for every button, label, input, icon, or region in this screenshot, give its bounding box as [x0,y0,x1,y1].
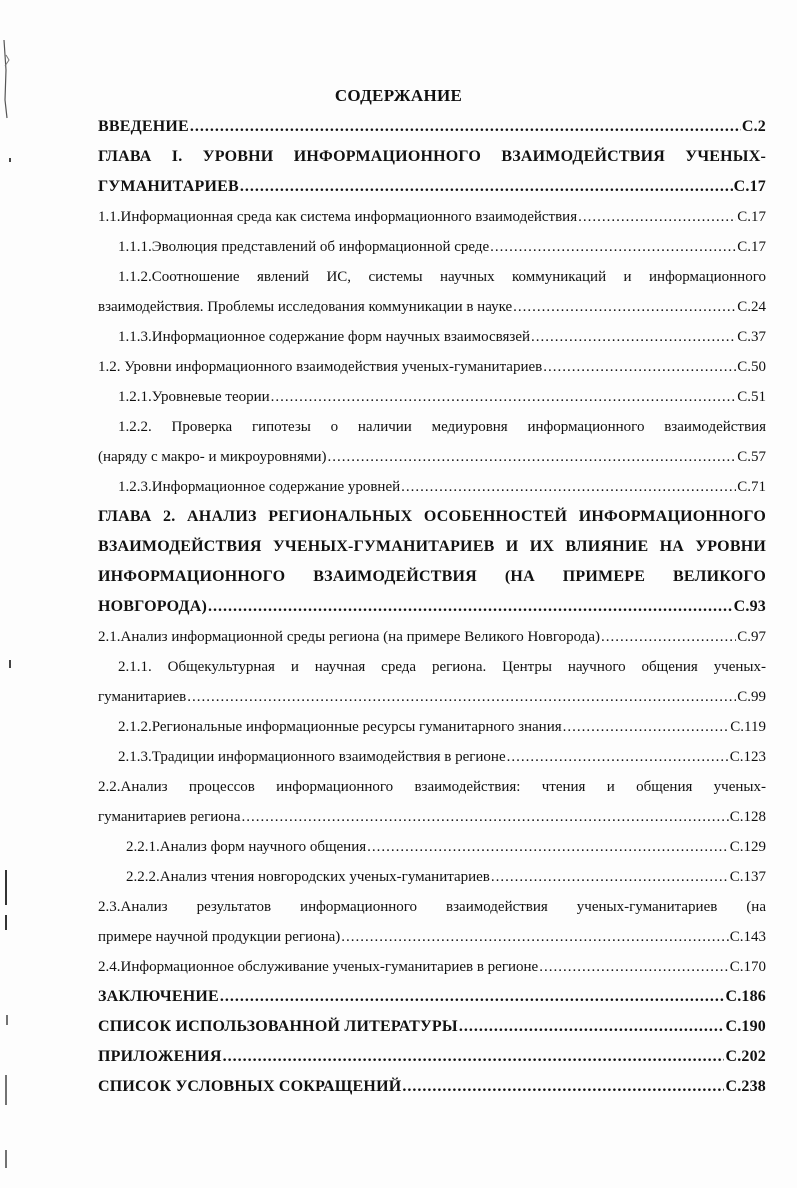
toc-page-number: С.24 [737,299,766,315]
toc-entry-text: ВВЕДЕНИЕ [98,118,189,135]
toc-entry-text: 1.2. Уровни информационного взаимодействия ученых-гуманитариев [98,359,543,375]
toc-page-number: С.170 [729,959,766,975]
toc-entry-1-2-3[interactable] [98,472,766,502]
toc-entry-1-2-2-line1[interactable] [98,412,766,442]
toc-entry-text: 2.2.2.Анализ чтения новгородских ученых-гуманитариев [126,869,490,885]
toc-page-number: С.123 [729,749,766,765]
toc-entry-1-2[interactable] [98,352,766,382]
toc-entry-text: взаимодействия. Проблемы исследования коммуникации в науке [98,299,513,315]
toc-page-number: С.202 [725,1048,766,1065]
toc-entry-2-1[interactable] [98,622,766,652]
leader-dots [601,622,736,652]
toc-entry-1-1[interactable] [98,202,766,232]
toc-page-number: С.238 [725,1078,766,1095]
toc-entry-chapter1[interactable] [98,172,766,202]
leader-dots [271,382,737,412]
toc-page-number: С.17 [733,178,766,195]
toc-entry-1-1-3[interactable] [98,322,766,352]
toc-entry-appendix[interactable] [98,1042,766,1072]
toc-entry-text: СПИСОК ИСПОЛЬЗОВАННОЙ ЛИТЕРАТУРЫ [98,1018,458,1035]
toc-entry-chapter2-line3[interactable] [98,562,766,592]
toc-page-number: С.190 [725,1018,766,1035]
toc-page-number: С.2 [741,118,766,135]
leader-dots [507,742,729,772]
leader-dots [539,952,729,982]
toc-entry-text: 2.2.Анализ процессов информационного взаимодействия: чтения и общения ученых- [98,779,766,795]
table-of-contents [98,112,766,1102]
toc-page-number: С.71 [737,479,766,495]
toc-page-number: С.57 [737,449,766,465]
toc-page-number: С.137 [729,869,766,885]
leader-dots [223,1042,725,1072]
toc-entry-text: примере научной продукции региона) [98,929,341,945]
toc-entry-text: ГУМАНИТАРИЕВ [98,178,239,195]
toc-entry-2-2-line1[interactable] [98,772,766,802]
toc-entry-text: 1.1.1.Эволюция представлений об информационной среде [118,239,490,255]
toc-entry-abbreviations[interactable] [98,1072,766,1102]
toc-entry-2-2-2[interactable] [98,862,766,892]
toc-entry-2-2-1[interactable] [98,832,766,862]
toc-entry-2-3[interactable] [98,922,766,952]
toc-entry-text: ГЛАВА I. УРОВНИ ИНФОРМАЦИОННОГО ВЗАИМОДЕЙСТВИЯ УЧЕНЫХ- [98,148,766,165]
toc-page-number: С.99 [737,689,766,705]
toc-entry-conclusion[interactable] [98,982,766,1012]
toc-entry-text: 2.1.3.Традиции информационного взаимодействия в регионе [118,749,506,765]
leader-dots [459,1012,725,1042]
toc-page-number: С.129 [729,839,766,855]
leader-dots [491,862,729,892]
toc-entry-text: 1.1.Информационная среда как система информационного взаимодействия [98,209,578,225]
toc-page-number: С.50 [737,359,766,375]
toc-entry-2-1-1[interactable] [98,682,766,712]
toc-page-number: С.93 [733,598,766,615]
toc-entry-text: ЗАКЛЮЧЕНИЕ [98,988,219,1005]
toc-entry-text: ВЗАИМОДЕЙСТВИЯ УЧЕНЫХ-ГУМАНИТАРИЕВ И ИХ ВЛИЯНИЕ НА УРОВНИ [98,538,766,555]
toc-entry-chapter2-line2[interactable] [98,532,766,562]
toc-page-number: С.143 [729,929,766,945]
leader-dots [190,112,741,142]
toc-entry-text: 2.4.Информационное обслуживание ученых-гуманитариев в регионе [98,959,539,975]
toc-entry-literature[interactable] [98,1012,766,1042]
leader-dots [543,352,736,382]
toc-entry-text: 1.1.3.Информационное содержание форм научных взаимосвязей [118,329,531,345]
leader-dots [490,232,736,262]
toc-entry-1-2-1[interactable] [98,382,766,412]
toc-page-number: С.17 [737,239,766,255]
toc-entry-text: 2.2.1.Анализ форм научного общения [126,839,367,855]
toc-entry-1-2-2[interactable] [98,442,766,472]
toc-entry-text: 1.2.1.Уровневые теории [118,389,270,405]
toc-entry-1-1-1[interactable] [98,232,766,262]
toc-entry-text: 2.1.1. Общекультурная и научная среда региона. Центры научного общения ученых- [118,659,766,675]
toc-entry-text: НОВГОРОДА) [98,598,208,615]
toc-page-number: С.97 [737,629,766,645]
leader-dots [531,322,736,352]
toc-entry-text: 1.1.2.Соотношение явлений ИС, системы научных коммуникаций и информационного [118,269,766,285]
leader-dots [367,832,729,862]
toc-page-number: С.128 [729,809,766,825]
leader-dots [578,202,736,232]
toc-entry-text: ГЛАВА 2. АНАЛИЗ РЕГИОНАЛЬНЫХ ОСОБЕННОСТЕЙ ИНФОРМАЦИОННОГО [98,508,766,525]
toc-entry-text: гуманитариев региона [98,809,241,825]
leader-dots [208,592,733,622]
leader-dots [187,682,736,712]
toc-entry-text: ИНФОРМАЦИОННОГО ВЗАИМОДЕЙСТВИЯ (НА ПРИМЕРЕ ВЕЛИКОГО [98,568,766,585]
toc-entry-2-3-line1[interactable] [98,892,766,922]
leader-dots [401,472,736,502]
toc-page-number: С.119 [730,719,766,735]
toc-entry-text: ПРИЛОЖЕНИЯ [98,1048,222,1065]
toc-entry-2-1-1-line1[interactable] [98,652,766,682]
toc-page-number: С.37 [737,329,766,345]
toc-page-number: С.17 [737,209,766,225]
toc-entry-2-4[interactable] [98,952,766,982]
leader-dots [402,1072,724,1102]
toc-entry-2-1-2[interactable] [98,712,766,742]
scan-margin-marks [0,0,18,1188]
leader-dots [242,802,729,832]
toc-entry-1-1-2[interactable] [98,292,766,322]
toc-page-number: С.51 [737,389,766,405]
toc-entry-chapter2[interactable] [98,592,766,622]
toc-entry-text: 2.1.2.Региональные информационные ресурсы гуманитарного знания [118,719,562,735]
leader-dots [240,172,733,202]
leader-dots [513,292,736,322]
toc-entry-text: 1.2.3.Информационное содержание уровней [118,479,401,495]
page-title: СОДЕРЖАНИЕ [334,86,463,105]
toc-entry-chapter2-line1[interactable] [98,502,766,532]
toc-entry-text: 2.1.Анализ информационной среды региона (на примере Великого Новгорода) [98,629,600,645]
toc-entry-text: (наряду с макро- и микроуровнями) [98,449,327,465]
toc-entry-2-2[interactable] [98,802,766,832]
toc-entry-chapter1-line1[interactable] [98,142,766,172]
leader-dots [563,712,730,742]
leader-dots [341,922,728,952]
toc-entry-1-1-2-line1[interactable] [98,262,766,292]
leader-dots [220,982,725,1012]
toc-entry-text: 2.3.Анализ результатов информационного взаимодействия ученых-гуманитариев (на [98,899,766,915]
toc-entry-text: СПИСОК УСЛОВНЫХ СОКРАЩЕНИЙ [98,1078,402,1095]
toc-page-number: С.186 [725,988,766,1005]
toc-entry-intro[interactable] [98,112,766,142]
toc-entry-text: 1.2.2. Проверка гипотезы о наличии медиуровня информационного взаимодействия [118,419,766,435]
toc-entry-2-1-3[interactable] [98,742,766,772]
toc-entry-text: гуманитариев [98,689,187,705]
leader-dots [328,442,737,472]
